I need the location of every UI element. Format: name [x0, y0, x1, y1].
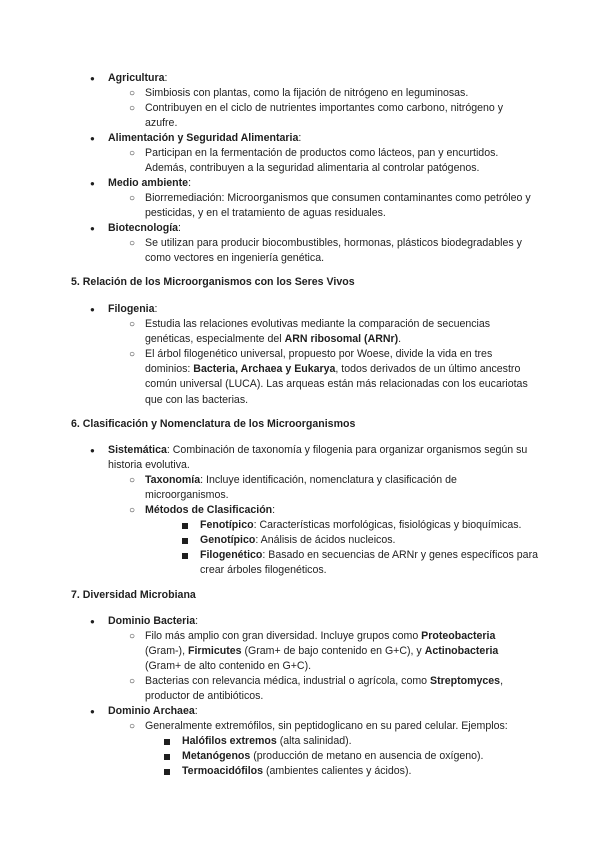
bullet: ●: [90, 446, 95, 455]
list-item-agricultura: ● Agricultura:: [90, 71, 540, 86]
bullet: ●: [90, 179, 95, 188]
sub-sub-item-filogenetico: Filogenético: Basado en secuencias de ARNr y genes específicos para crear árboles filogenéticos.: [182, 548, 540, 578]
sub-sub-item-halofilos: Halófilos extremos (alta salinidad).: [164, 734, 540, 749]
bullet: ○: [129, 631, 136, 642]
list-item-dominio-bacteria: ● Dominio Bacteria:: [90, 614, 540, 629]
item-title: Alimentación y Seguridad Alimentaria: [108, 132, 299, 144]
sub-item: ○ Biorremediación: Microorganismos que consumen contaminantes como petróleo y pesticidas, y en el tratamiento de aguas residuales.: [129, 192, 531, 220]
square-bullet: [164, 739, 170, 745]
square-bullet: [164, 754, 170, 760]
list-item-sistematica: ● Sistemática: Combinación de taxonomía y filogenia para organizar organismos según su historia evolutiva.: [90, 444, 528, 472]
bullet: ○: [129, 193, 136, 204]
section-heading-6: 6. Clasificación y Nomenclatura de los Microorganismos: [71, 418, 356, 430]
square-bullet: [182, 523, 188, 529]
bullet: ○: [129, 505, 136, 516]
bullet: ●: [90, 617, 95, 626]
bullet: ●: [90, 707, 95, 716]
sub-item: ○ Simbiosis con plantas, como la fijación de nitrógeno en leguminosas.: [129, 86, 534, 101]
sub-item: ○ Generalmente extremófilos, sin peptidoglicano en su pared celular. Ejemplos:: [129, 719, 549, 734]
sub-item: ○ Contribuyen en el ciclo de nutrientes importantes como carbono, nitrógeno y azufre.: [129, 102, 504, 130]
sub-item-taxonomia: ○ Taxonomía: Incluye identificación, nomenclatura y clasificación de microorganismos.: [129, 474, 457, 502]
list-item-alimentacion: ● Alimentación y Seguridad Alimentaria:: [90, 131, 540, 146]
bullet: ○: [129, 88, 136, 99]
sub-item: ○ El árbol filogenético universal, propuesto por Woese, divide la vida en tres dominios: Bacteria, Archaea y Eukarya, todos derivados de un último ancestro común universal (LUCA). Las arqueas están más relacionadas con los eucariotas que con las bacterias.: [129, 348, 528, 406]
list-item-dominio-archaea: ● Dominio Archaea:: [90, 704, 540, 719]
list-item-biotecnologia: ● Biotecnología:: [90, 221, 540, 236]
bullet: ○: [129, 676, 136, 687]
bullet: ○: [129, 103, 136, 114]
item-title: Biotecnología: [108, 222, 179, 234]
square-bullet: [182, 538, 188, 544]
bullet: ●: [90, 305, 95, 314]
list-item-filogenia: ● Filogenia:: [90, 302, 540, 317]
bullet: ○: [129, 238, 136, 249]
bullet: ○: [129, 475, 136, 486]
sub-item: ○ Participan en la fermentación de productos como lácteos, pan y encurtidos. Además, contribuyen a la seguridad alimentaria al controlar patógenos.: [129, 147, 499, 175]
list-item-medio-ambiente: ● Medio ambiente:: [90, 176, 540, 191]
sub-sub-item-metanogenos: Metanógenos (producción de metano en ausencia de oxígeno).: [164, 749, 540, 764]
bullet: ○: [129, 721, 136, 732]
bullet: ●: [90, 74, 95, 83]
bullet: ○: [129, 148, 136, 159]
item-title: Agricultura: [108, 72, 165, 84]
sub-item-metodos: ○ Métodos de Clasificación:: [129, 503, 534, 518]
bullet: ●: [90, 134, 95, 143]
item-title: Medio ambiente: [108, 177, 189, 189]
sub-item: ○ Se utilizan para producir biocombustibles, hormonas, plásticos biodegradables y como vectores en ingeniería genética.: [129, 237, 522, 265]
bullet: ○: [129, 319, 136, 330]
sub-sub-item-fenotipico: Fenotípico: Características morfológicas, fisiológicas y bioquímicas.: [182, 518, 540, 533]
sub-item: ○ Estudia las relaciones evolutivas mediante la comparación de secuencias genéticas, especialmente del ARN ribosomal (ARNr).: [129, 318, 491, 346]
square-bullet: [182, 553, 188, 559]
bullet: ●: [90, 224, 95, 233]
bullet: ○: [129, 349, 136, 360]
sub-item: ○ Bacterias con relevancia médica, industrial o agrícola, como Streptomyces, productor de antibióticos.: [129, 675, 504, 703]
sub-sub-item-termoacidofilos: Termoacidófilos (ambientes calientes y ácidos).: [164, 764, 540, 779]
item-title: Filogenia: [108, 303, 155, 315]
sub-item: ○ Filo más amplio con gran diversidad. Incluye grupos como Proteobacteria (Gram-), Firmicutes (Gram+ de bajo contenido en G+C), y Actinobacteria (Gram+ de alto contenido en G+C).: [129, 630, 499, 673]
square-bullet: [164, 769, 170, 775]
section-heading-7: 7. Diversidad Microbiana: [71, 589, 196, 601]
section-heading-5: 5. Relación de los Microorganismos con los Seres Vivos: [71, 276, 355, 288]
sub-sub-item-genotipico: Genotípico: Análisis de ácidos nucleicos.: [182, 533, 540, 548]
